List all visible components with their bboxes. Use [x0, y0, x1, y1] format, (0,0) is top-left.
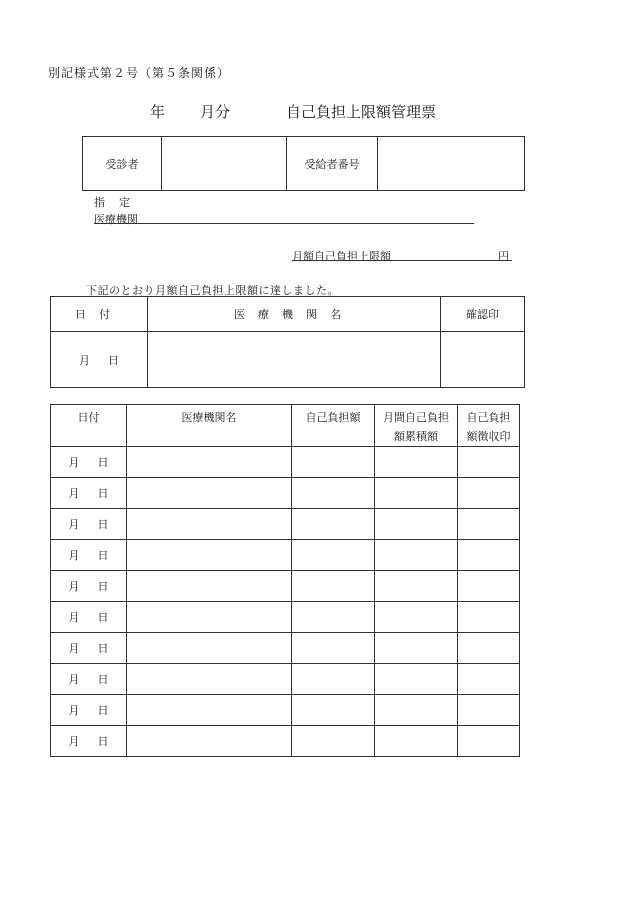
notice-text: 下記のとおり月額自己負担上限額に達しました。	[86, 284, 339, 297]
month-label: 月	[68, 642, 80, 655]
table-row	[51, 695, 520, 726]
patient-label: 受診者	[83, 137, 162, 191]
day-label: 日	[97, 580, 109, 593]
day-label: 日	[108, 353, 119, 367]
log-date-cell[interactable]	[51, 478, 127, 509]
log-copay-cell[interactable]	[292, 478, 375, 509]
month-label: 月	[68, 518, 80, 531]
collected-line1: 自己負担	[466, 411, 511, 424]
log-monthly-total-cell[interactable]	[375, 695, 458, 726]
log-collected-seal-cell[interactable]	[458, 633, 520, 664]
month-label: 月	[68, 549, 80, 562]
log-header-date: 日付	[51, 405, 127, 447]
log-monthly-total-cell[interactable]	[375, 726, 458, 757]
log-monthly-total-cell[interactable]	[375, 602, 458, 633]
page-title	[150, 101, 436, 122]
log-monthly-total-cell[interactable]	[375, 540, 458, 571]
log-date-cell[interactable]	[51, 664, 127, 695]
log-collected-seal-cell[interactable]	[458, 478, 520, 509]
month-label: 月	[68, 611, 80, 624]
log-collected-seal-cell[interactable]	[458, 447, 520, 478]
collected-line2: 額徴収印	[466, 430, 511, 443]
log-header-institution: 医療機関名	[127, 405, 292, 447]
table-row	[51, 540, 520, 571]
log-institution-cell[interactable]	[127, 571, 292, 602]
log-date-cell[interactable]	[51, 633, 127, 664]
log-copay-cell[interactable]	[292, 571, 375, 602]
day-label: 日	[97, 456, 109, 469]
table-row	[51, 602, 520, 633]
log-institution-cell[interactable]	[127, 695, 292, 726]
log-institution-cell[interactable]	[127, 633, 292, 664]
log-header-copay: 自己負担額	[292, 405, 375, 447]
reach-header-seal: 確認印	[441, 297, 525, 332]
month-label: 月	[68, 580, 80, 593]
log-copay-cell[interactable]	[292, 540, 375, 571]
monthly-total-line1: 月間自己負担	[383, 411, 449, 424]
log-institution-cell[interactable]	[127, 447, 292, 478]
log-copay-cell[interactable]	[292, 695, 375, 726]
month-label: 月	[68, 487, 80, 500]
month-label: 月	[68, 673, 80, 686]
reach-date-cell[interactable]	[51, 332, 148, 388]
log-collected-seal-cell[interactable]	[458, 602, 520, 633]
log-header-collected	[458, 405, 520, 447]
log-date-cell[interactable]	[51, 726, 127, 757]
log-copay-cell[interactable]	[292, 509, 375, 540]
month-label: 月	[68, 456, 80, 469]
monthly-limit-field[interactable]	[292, 260, 512, 261]
log-institution-cell[interactable]	[127, 726, 292, 757]
day-label: 日	[97, 642, 109, 655]
day-label: 日	[97, 518, 109, 531]
log-institution-cell[interactable]	[127, 540, 292, 571]
log-date-cell[interactable]	[51, 540, 127, 571]
log-institution-cell[interactable]	[127, 602, 292, 633]
table-row	[51, 664, 520, 695]
medical-institution-field[interactable]	[94, 223, 474, 224]
table-row	[51, 509, 520, 540]
month-label: 月	[68, 704, 80, 717]
patient-field[interactable]	[162, 137, 287, 191]
log-collected-seal-cell[interactable]	[458, 726, 520, 757]
log-date-cell[interactable]	[51, 602, 127, 633]
log-copay-cell[interactable]	[292, 664, 375, 695]
log-monthly-total-cell[interactable]	[375, 509, 458, 540]
log-monthly-total-cell[interactable]	[375, 633, 458, 664]
table-row	[51, 571, 520, 602]
day-label: 日	[97, 487, 109, 500]
table-row	[51, 447, 520, 478]
log-date-cell[interactable]	[51, 509, 127, 540]
log-institution-cell[interactable]	[127, 509, 292, 540]
limit-reached-table	[50, 296, 525, 388]
log-monthly-total-cell[interactable]	[375, 571, 458, 602]
recipient-number-field[interactable]	[378, 137, 525, 191]
title-month: 月分	[200, 103, 231, 121]
log-copay-cell[interactable]	[292, 602, 375, 633]
table-row	[51, 478, 520, 509]
monthly-limit-unit: 円	[498, 250, 509, 263]
table-row	[51, 726, 520, 757]
log-monthly-total-cell[interactable]	[375, 447, 458, 478]
log-collected-seal-cell[interactable]	[458, 540, 520, 571]
day-label: 日	[97, 549, 109, 562]
medical-institution-label: 医療機関	[94, 213, 138, 226]
log-institution-cell[interactable]	[127, 478, 292, 509]
day-label: 日	[97, 704, 109, 717]
monthly-total-line2: 額累積額	[394, 430, 438, 443]
log-collected-seal-cell[interactable]	[458, 664, 520, 695]
log-date-cell[interactable]	[51, 571, 127, 602]
month-label: 月	[68, 735, 80, 748]
title-name: 自己負担上限額管理票	[286, 103, 437, 121]
monthly-limit-label: 月額自己負担上限額	[292, 250, 391, 263]
reach-header-date: 日付	[51, 297, 148, 332]
log-monthly-total-cell[interactable]	[375, 478, 458, 509]
month-label: 月	[79, 353, 90, 367]
day-label: 日	[97, 673, 109, 686]
copay-log-table	[50, 404, 520, 757]
log-collected-seal-cell[interactable]	[458, 509, 520, 540]
log-collected-seal-cell[interactable]	[458, 571, 520, 602]
log-copay-cell[interactable]	[292, 447, 375, 478]
designated-label: 指定	[94, 196, 144, 209]
log-date-cell[interactable]	[51, 695, 127, 726]
reach-header-institution: 医療機関名	[148, 297, 441, 332]
title-year: 年	[150, 103, 166, 121]
log-monthly-total-cell[interactable]	[375, 664, 458, 695]
log-collected-seal-cell[interactable]	[458, 695, 520, 726]
recipient-number-label: 受給者番号	[287, 137, 378, 191]
reach-institution-cell[interactable]	[148, 332, 441, 388]
log-date-cell[interactable]	[51, 447, 127, 478]
patient-info-table	[82, 136, 525, 191]
table-row	[51, 633, 520, 664]
form-label: 別記様式第２号（第５条関係）	[48, 66, 231, 80]
log-header-monthly-total	[375, 405, 458, 447]
log-copay-cell[interactable]	[292, 633, 375, 664]
log-copay-cell[interactable]	[292, 726, 375, 757]
reach-seal-cell[interactable]	[441, 332, 525, 388]
day-label: 日	[97, 735, 109, 748]
log-institution-cell[interactable]	[127, 664, 292, 695]
day-label: 日	[97, 611, 109, 624]
